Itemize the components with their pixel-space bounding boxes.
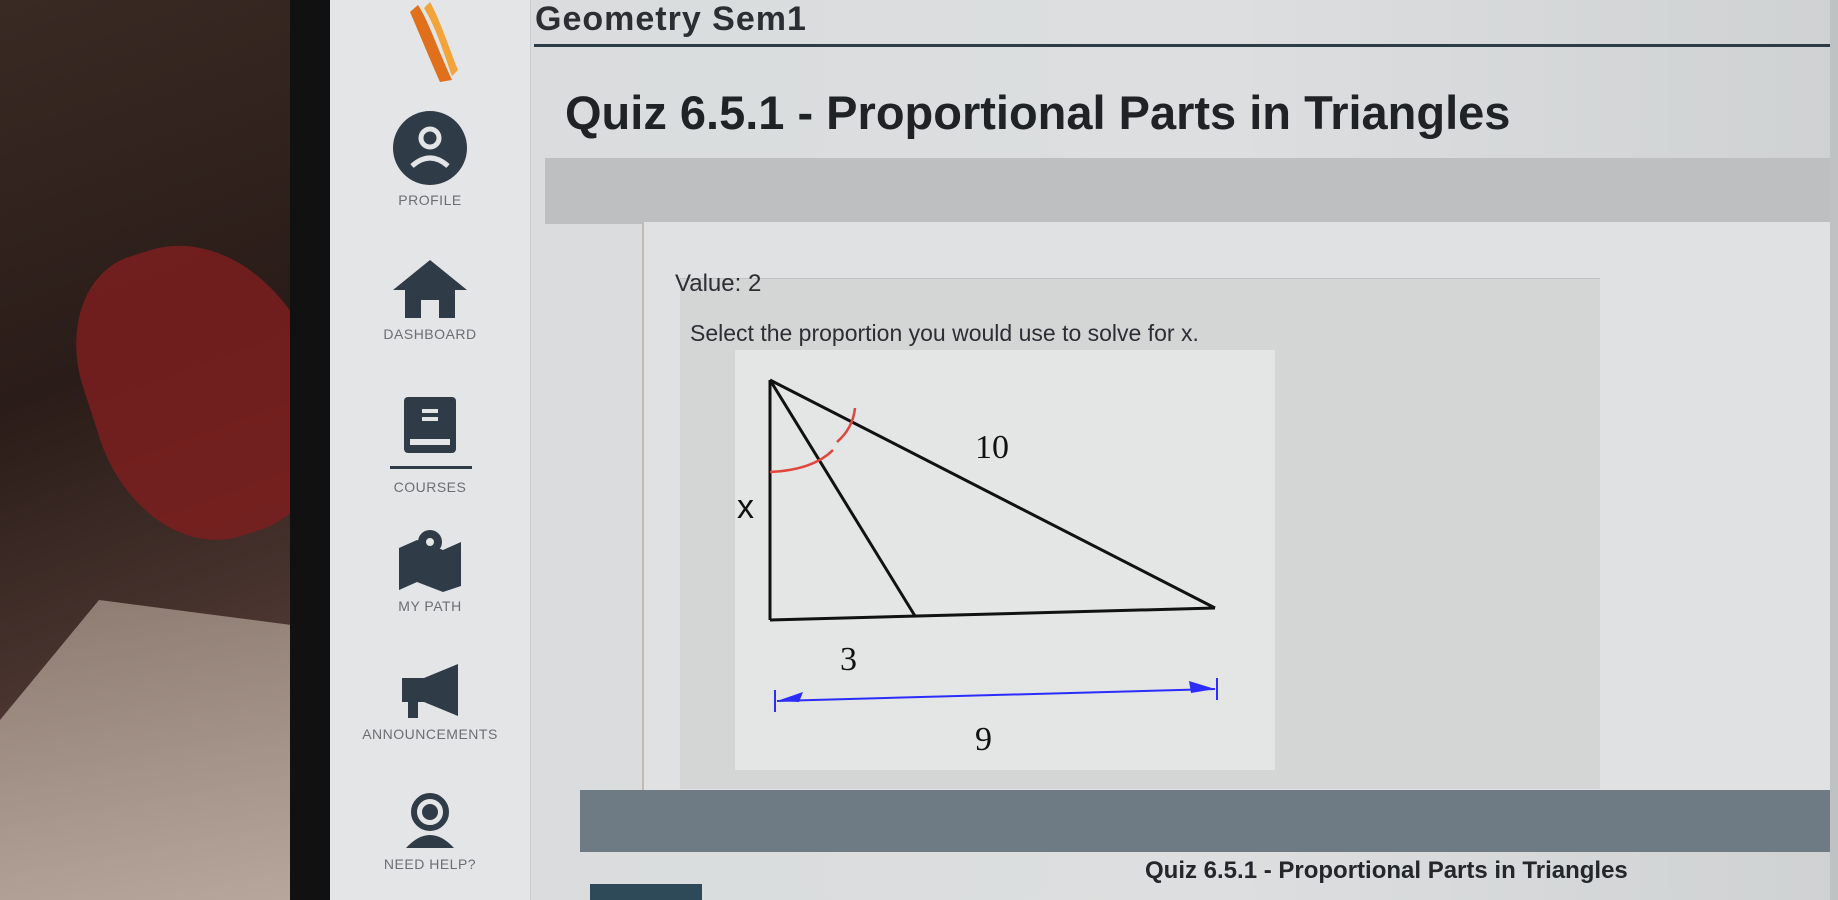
headset-icon <box>400 790 460 850</box>
school-logo-icon[interactable] <box>400 0 460 85</box>
desk-light-area <box>0 600 330 900</box>
label-9: 9 <box>975 721 992 758</box>
title-divider <box>534 44 1838 47</box>
sidebar-item-need-help[interactable] <box>330 790 530 872</box>
sidebar-item-announcements[interactable] <box>330 660 530 742</box>
sidebar <box>330 0 531 900</box>
footer-tab[interactable] <box>590 884 702 900</box>
quiz-header-band <box>545 158 1838 224</box>
active-nav-indicator <box>390 466 472 469</box>
screen <box>330 0 1838 900</box>
sidebar-item-profile[interactable] <box>330 110 530 208</box>
question-value: Value: 2 <box>675 270 762 297</box>
sidebar-item-dashboard[interactable] <box>330 258 530 342</box>
sidebar-item-courses[interactable] <box>330 395 530 495</box>
profile-icon <box>392 110 468 186</box>
arrowhead-right <box>1189 681 1215 693</box>
quiz-title: Quiz 6.5.1 - Proportional Parts in Triangles <box>565 86 1511 139</box>
label-x: x <box>737 488 754 526</box>
triangle-figure <box>735 350 1275 770</box>
sidebar-item-my-path[interactable] <box>330 530 530 614</box>
measure-line <box>777 689 1215 701</box>
sidebar-label-courses: COURSES <box>393 479 467 495</box>
screen-edge <box>1830 0 1838 900</box>
book-icon <box>402 395 458 457</box>
map-icon <box>395 530 465 592</box>
sidebar-label-dashboard: DASHBOARD <box>383 326 477 342</box>
triangle-hypotenuse <box>770 380 1215 608</box>
home-icon <box>391 258 469 320</box>
triangle-diagram <box>735 350 1275 770</box>
angle-bisector <box>770 380 915 616</box>
footer-quiz-title: Quiz 6.5.1 - Proportional Parts in Triangles <box>1145 857 1628 884</box>
sidebar-label-announcements: ANNOUNCEMENTS <box>362 726 498 742</box>
label-10: 10 <box>975 429 1009 466</box>
question-prompt: Select the proportion you would use to solve for x. <box>690 320 1199 346</box>
desk-background <box>0 0 330 900</box>
megaphone-icon <box>398 660 462 720</box>
sidebar-label-my-path: MY PATH <box>398 598 462 614</box>
arrowhead-left <box>777 692 803 702</box>
course-title: Geometry Sem1 <box>535 0 807 38</box>
angle-mark-right <box>837 408 855 442</box>
sidebar-label-profile: PROFILE <box>398 192 462 208</box>
footer-band <box>580 790 1838 852</box>
triangle-base <box>770 608 1215 620</box>
label-3: 3 <box>840 641 857 678</box>
sidebar-label-need-help: NEED HELP? <box>383 856 477 872</box>
